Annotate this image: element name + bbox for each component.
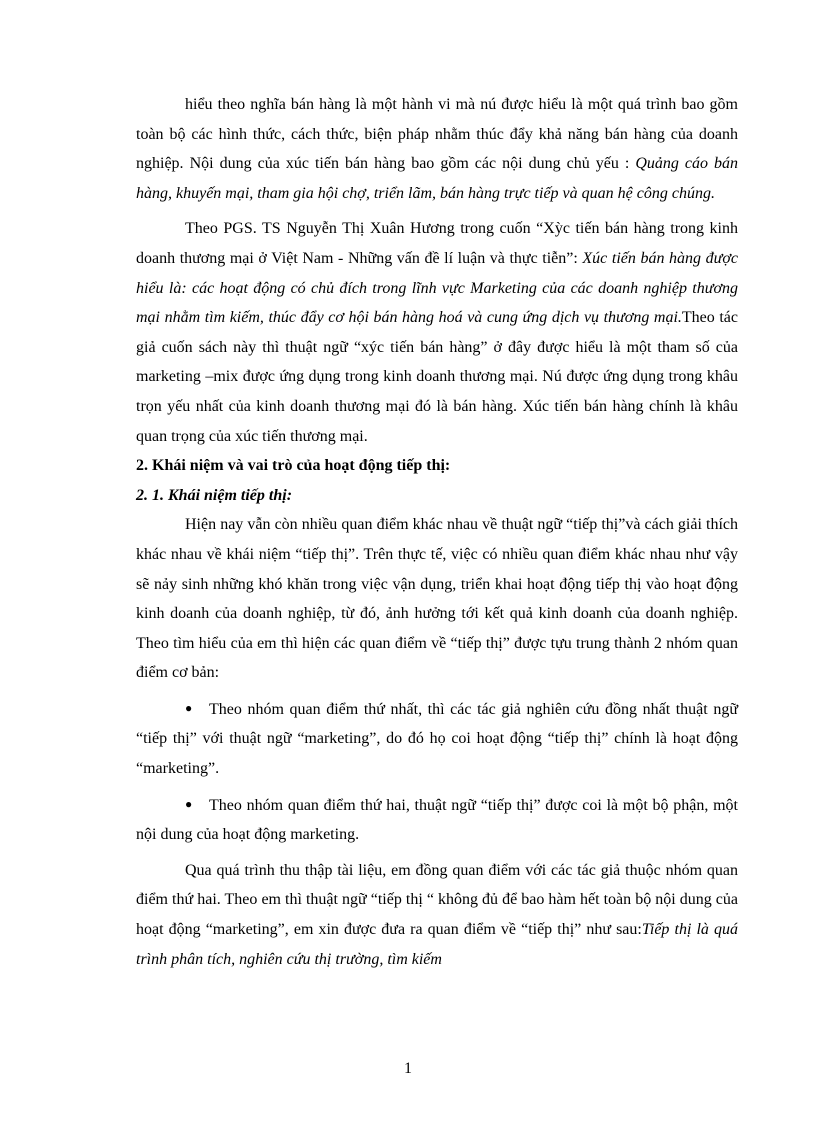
heading-section-2: 2. Khái niệm và vai trò của hoạt động tiếp thị: [136,457,451,475]
paragraph-4-italic: Tiếp thị là quá trình phân tích, nghiên cứu thị trường, tìm kiếm [136,921,738,968]
paragraph-4-text: Qua quá trình thu thập tài liệu, em đồng quan điểm với các tác giả thuộc nhóm quan điểm thứ hai. Theo em thì thuật ngữ “tiếp thị “ không đủ để bao hàm hết toàn bộ nội dung của hoạt động “marketing”, em xin được đưa ra quan điểm về “tiếp thị” như sau: [136,861,738,939]
page-number: 1 [404,1060,412,1077]
bullet-item-1 [136,694,738,784]
paragraph-2 [136,214,738,451]
paragraph-1 [136,90,738,208]
bullet-item-1-text: Theo nhóm quan điểm thứ nhất, thì các tác giả nghiên cứu đồng nhất thuật ngữ “tiếp thị” với thuật ngữ “marketing”, do đó họ coi hoạt động “tiếp thị” chính là hoạt động “marketing”. [136,700,738,778]
bullet-item-2-text: Theo nhóm quan điểm thứ hai, thuật ngữ “tiếp thị” được coi là một bộ phận, một nội dung của hoạt động marketing. [136,796,738,844]
paragraph-1-text: hiểu theo nghĩa bán hàng là một hành vi mà nú được hiểu là một quá trình bao gồm toàn bộ các hình thức, cách thức, biện pháp nhằm thúc đẩy khả năng bán hàng của doanh nghiệp. Nội dung của xúc tiến bán hàng bao gồm các nội dung chủ yếu : [136,96,738,173]
bullet-icon: ● [185,796,193,811]
paragraph-2-italic: Xúc tiến bán hàng được hiểu là: các hoạt động có chủ đích trong lĩnh vực Marketing của các doanh nghiệp thương mại nhằm tìm kiếm, thúc đẩy cơ hội bán hàng hoá và cung ứng dịch vụ thương mại. [136,249,738,327]
paragraph-2-rest: Theo tác giả cuốn sách này thì thuật ngữ “xýc tiến bán hàng” ở đây được hiểu là một tham số của marketing –mix được ứng dụng trong kinh doanh thương mại. Nú được ứng dụng trong khâu trọn yếu nhất của kinh doanh thương mại đó là bán hàng. Xúc tiến bán hàng chính là khâu quan trọng của xúc tiến thương mại. [136,309,738,445]
paragraph-4 [136,856,738,974]
paragraph-3: Hiện nay vẫn còn nhiều quan điểm khác nhau về thuật ngữ “tiếp thị”và cách giải thích khác nhau về khái niệm “tiếp thị”. Trên thực tế, việc có nhiều quan điểm khác nhau như vậy sẽ nảy sinh những khó khăn trong việc vận dụng, triển khai hoạt động tiếp thị vào hoạt động kinh doanh của doanh nghiệp, từ đó, ảnh hưởng tới kết quả kinh doanh của doanh nghiệp. Theo tìm hiểu của em thì hiện các quan điểm về “tiếp thị” được tựu trung thành 2 nhóm quan điểm cơ bản: [136,516,738,682]
paragraph-2-text: Theo PGS. TS Nguyễn Thị Xuân Hương trong cuốn “Xỳc tiến bán hàng trong kinh doanh thương mại ở Việt Nam - Những vấn đề lí luận và thực tiễn”: [136,220,738,267]
bullet-item-2 [136,790,738,850]
heading-section-2-1: 2. 1. Khái niệm tiếp thị: [136,486,293,504]
document-page [136,90,738,974]
paragraph-1-italic: Quảng cáo bán hàng, khuyến mại, tham gia hội chợ, triển lãm, bán hàng trực tiếp và quan hệ công chúng. [136,155,739,202]
bullet-icon: ● [185,700,193,715]
